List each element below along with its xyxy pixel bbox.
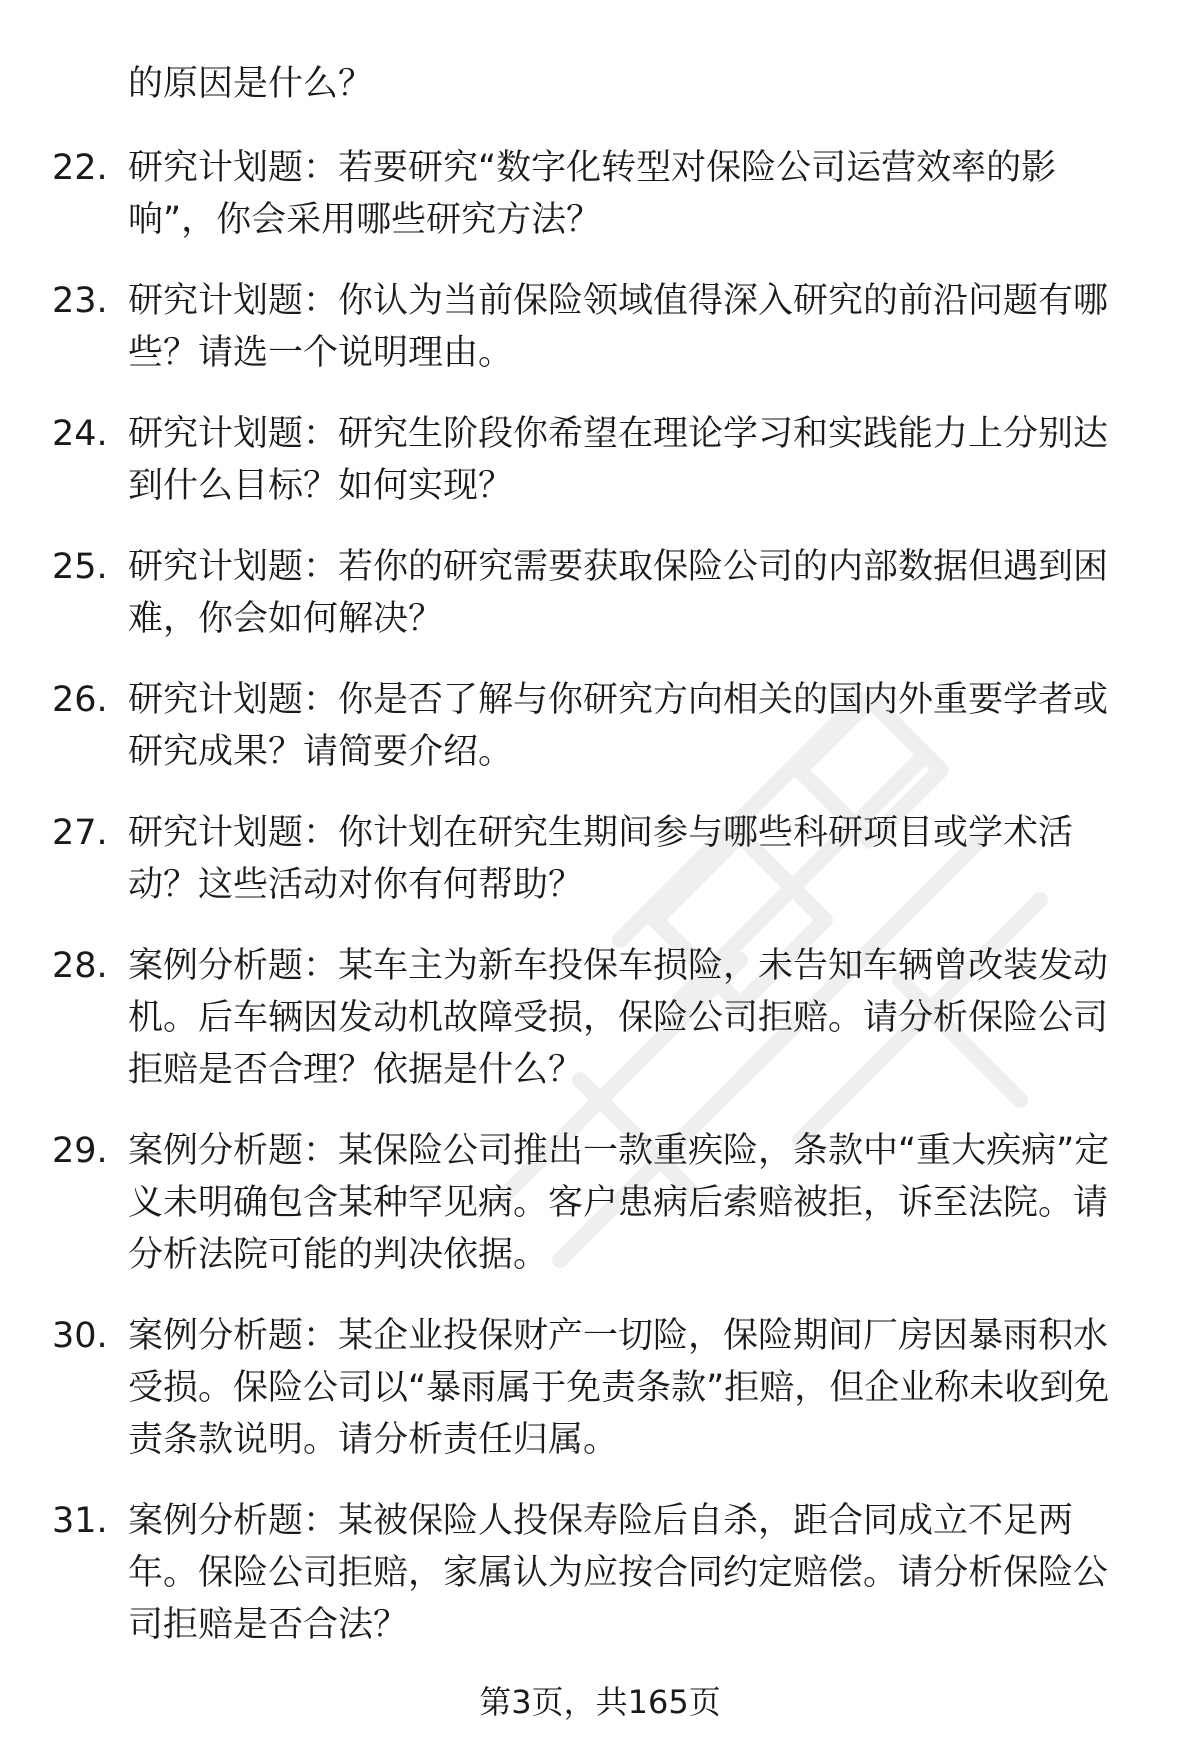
- continued-question-text: 的原因是什么？: [128, 64, 374, 104]
- page-number-footer: 第3页，共165页: [479, 1683, 721, 1721]
- question-number: 23.: [52, 281, 108, 321]
- question-number: 29.: [52, 1131, 108, 1171]
- question-text: 案例分析题：某企业投保财产一切险，保险期间厂房因暴雨积水受损。保险公司以“暴雨属于免责条款”拒赔，但企业称未收到免责条款说明。请分析责任归属。: [128, 1316, 1110, 1460]
- question-text: 案例分析题：某被保险人投保寿险后自杀，距合同成立不足两年。保险公司拒赔，家属认为应按合同约定赔偿。请分析保险公司拒赔是否合法？: [128, 1501, 1109, 1645]
- question-number: 30.: [52, 1316, 108, 1356]
- question-text: 研究计划题：研究生阶段你希望在理论学习和实践能力上分别达到什么目标？如何实现？: [128, 414, 1109, 506]
- list-item: [0, 142, 1200, 246]
- list-item: [0, 408, 1200, 512]
- question-number: 25.: [52, 547, 108, 587]
- question-text: 研究计划题：你是否了解与你研究方向相关的国内外重要学者或研究成果？请简要介绍。: [128, 680, 1109, 772]
- question-list: [0, 142, 1200, 1680]
- list-item: [0, 275, 1200, 379]
- question-text: 研究计划题：若要研究“数字化转型对保险公司运营效率的影响”，你会采用哪些研究方法？: [128, 148, 1057, 240]
- list-item: [0, 1495, 1200, 1651]
- question-text: 研究计划题：你计划在研究生期间参与哪些科研项目或学术活动？这些活动对你有何帮助？: [128, 813, 1074, 905]
- question-text: 研究计划题：若你的研究需要获取保险公司的内部数据但遇到困难，你会如何解决？: [128, 547, 1109, 639]
- question-number: 31.: [52, 1501, 108, 1541]
- list-item: [0, 1310, 1200, 1466]
- question-text: 案例分析题：某保险公司推出一款重疾险，条款中“重大疾病”定义未明确包含某种罕见病。客户患病后索赔被拒，诉至法院。请分析法院可能的判决依据。: [128, 1131, 1110, 1275]
- question-number: 22.: [52, 148, 108, 188]
- list-item: [0, 541, 1200, 645]
- question-text: 研究计划题：你认为当前保险领域值得深入研究的前沿问题有哪些？请选一个说明理由。: [128, 281, 1109, 373]
- list-item: [0, 807, 1200, 911]
- question-number: 27.: [52, 813, 108, 853]
- list-item: [0, 1125, 1200, 1281]
- question-number: 28.: [52, 946, 108, 986]
- question-text: 案例分析题：某车主为新车投保车损险，未告知车辆曾改装发动机。后车辆因发动机故障受损，保险公司拒赔。请分析保险公司拒赔是否合理？依据是什么？: [128, 946, 1109, 1090]
- question-number: 26.: [52, 680, 108, 720]
- list-item: [0, 674, 1200, 778]
- list-item: [0, 940, 1200, 1096]
- question-number: 24.: [52, 414, 108, 454]
